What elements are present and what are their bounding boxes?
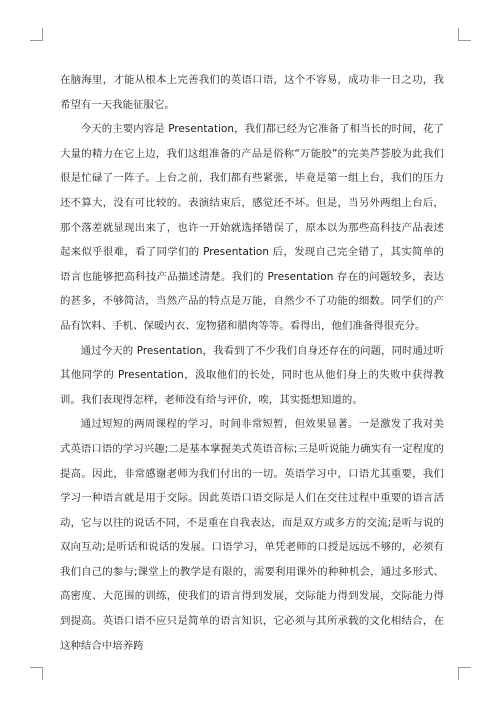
crop-mark-bottom-right [458, 667, 471, 680]
crop-mark-bottom-left [30, 667, 43, 680]
paragraph-continuation: 在脑海里，才能从根本上完善我们的英语口语，这个不容易，成功非一日之功，我希望有一天我能征服它。 [60, 74, 444, 111]
crop-mark-top-right [458, 28, 471, 41]
crop-mark-top-left [30, 28, 43, 41]
paragraph-presentation: 今天的主要内容是 Presentation，我们都已经为它准备了相当长的时间，花了大量的精力在它上边，我们这组准备的产品是俗称“万能胶”的完美芦荟胶为此我们很是忙碌了一阵子。上台之前，我们都有些紧张，毕竟是第一组上台，我们的压力还不算大，没有可比较的。表演结束后，感觉还不坏。但是，当另外两组上台后，那个落差就显现出来了，也许一开始就选择错误了，原本以为那些高科技产品表述起来似乎很难，看了同学们的 Presentation 后，发现自己完全错了，其实简单的语言也能够把高科技产品描述清楚。我们的 Presentation 存在的问题较多，表达的甚多，不够简洁，当然产品的特点是万能，自然少不了功能的细数。同学们的产品有饮料、手机、保暖内衣、宠物猪和腊肉等等。看得出，他们准备得很充分。 [60, 123, 444, 332]
document-body [60, 68, 444, 658]
paragraph-reflection: 通过今天的 Presentation，我看到了不少我们自身还存在的问题，同时通过听其他同学的 Presentation，汲取他们的长处，同时也从他们身上的失败中获得教训。我们表现得怎样，老师没有给与评价，唉，其实挺想知道的。 [60, 344, 444, 406]
paragraph-course-summary: 通过短短的两周课程的学习，时间非常短暂，但效果显著。一是激发了我对美式英语口语的学习兴趣;二是基本掌握美式英语音标;三是听说能力确实有一定程度的提高。因此，非常感谢老师为我们付出的一切。英语学习中，口语尤其重要，我们学习一种语言就是用于交际。因此英语口语交际是人们在交往过程中重要的语言活动，它与以往的说话不同，不是重在自我表达，而是双方或多方的交流;是听与说的双向互动;是听话和说话的发展。口语学习，单凭老师的口授是远远不够的，必须有我们自己的参与;课堂上的教学是有限的，需要利用课外的种种机会，通过多形式、高密度、大范围的训练，使我们的语言得到发展，交际能力得到发展，交际能力得到提高。英语口语不应只是简单的语言知识，它必须与其所承载的文化相结合，在这种结合中培养跨 [60, 418, 444, 652]
